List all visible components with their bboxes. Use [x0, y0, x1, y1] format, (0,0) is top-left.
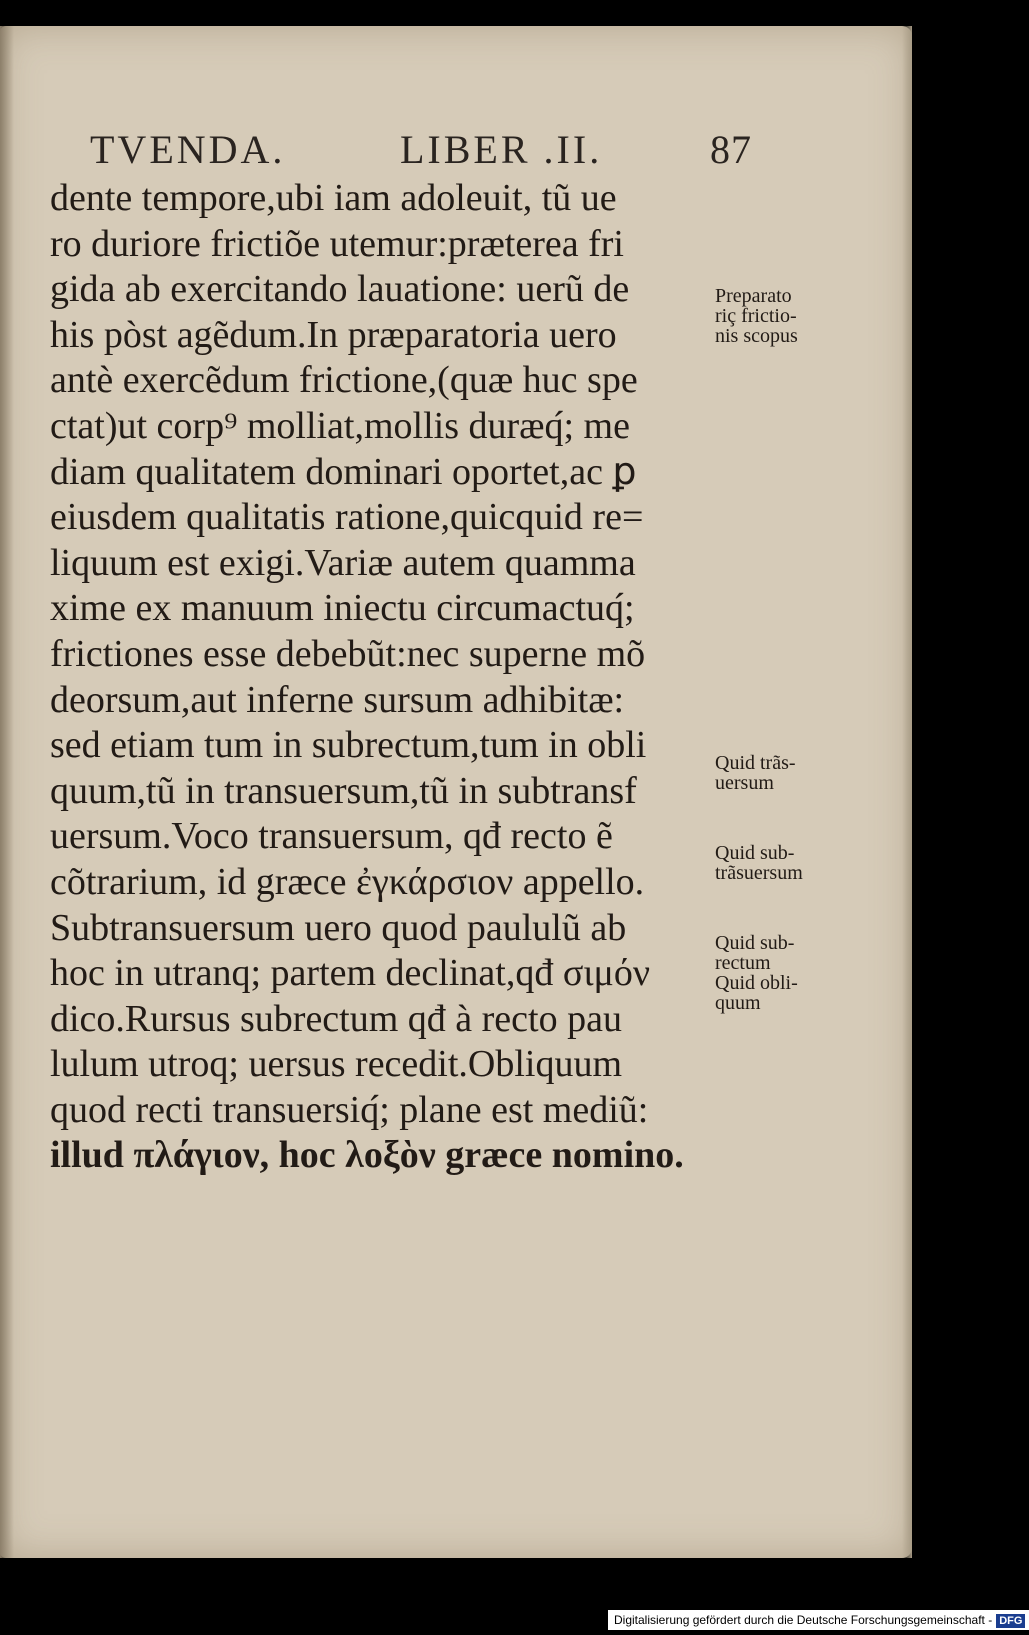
text-line: ro duriore frictiõe utemur:præterea fri [50, 222, 624, 265]
text-line: deorsum,aut inferne sursum adhibitæ: [50, 678, 625, 721]
body-text [50, 176, 730, 1179]
text-line: antè exercẽdum frictione,(quæ huc spe [50, 359, 638, 402]
text-line: xime ex manuum iniectu circumactuq́; [50, 587, 635, 630]
book-page [0, 26, 912, 1558]
page-number: 87 [710, 127, 752, 172]
margin-note-obliquum: Quid obli- quum [715, 972, 798, 1014]
text-line: dente tempore,ubi iam adoleuit, tũ ue [50, 177, 617, 219]
text-line: sed etiam tum in subrectum,tum in obli [50, 724, 647, 767]
running-header [90, 126, 750, 176]
text-line: liquum est exigi.Variæ autem quamma [50, 541, 636, 584]
text-line: hoc in utranq; partem declinat,qđ σιμόν [50, 952, 651, 995]
margin-note-preparatory-friction: Preparato riç frictio- nis scopus [715, 285, 798, 347]
text-line: quod recti transuersiq́; plane est mediũ: [50, 1088, 649, 1131]
text-line: gida ab exercitando lauatione: uerũ de [50, 268, 630, 311]
digitization-credit [608, 1610, 1029, 1630]
text-line: his pòst agẽdum.In præparatoria uero [50, 313, 617, 356]
header-book: LIBER .II. [400, 127, 603, 172]
text-line: quum,tũ in transuersum,tũ in subtransf [50, 769, 637, 812]
text-line: uersum.Voco transuersum, qđ recto ẽ [50, 815, 613, 858]
text-line: ctat)ut corp⁹ molliat,mollis duræq́; me [50, 404, 630, 447]
text-line: diam qualitatem dominari oportet,ac ꝑ [50, 450, 637, 493]
text-line: Subtransuersum uero quod paululũ ab [50, 906, 627, 949]
header-left: TVENDA. [90, 127, 286, 172]
text-line: lulum utroq; uersus recedit.Obliquum [50, 1043, 623, 1086]
text-line: frictiones esse debebũt:nec superne mõ [50, 632, 646, 675]
margin-note-subtransuersum: Quid sub- trãsuersum [715, 842, 803, 884]
dfg-logo: DFG [996, 1614, 1025, 1628]
margin-note-transuersum: Quid trãs- uersum [715, 752, 796, 794]
text-line: dico.Rursus subrectum qđ à recto pau [50, 997, 622, 1040]
margin-note-subrectum: Quid sub- rectum [715, 932, 795, 974]
credit-text: Digitalisierung gefördert durch die Deutsche Forschungsgemeinschaft - [614, 1613, 993, 1627]
text-line: cõtrarium, id græce ἐγκάρσιον appello. [50, 860, 645, 903]
text-line: illud πλάγιον, hoc λοξὸν græce nomino. [50, 1134, 684, 1177]
text-line: eiusdem qualitatis ratione,quicquid re= [50, 496, 644, 539]
